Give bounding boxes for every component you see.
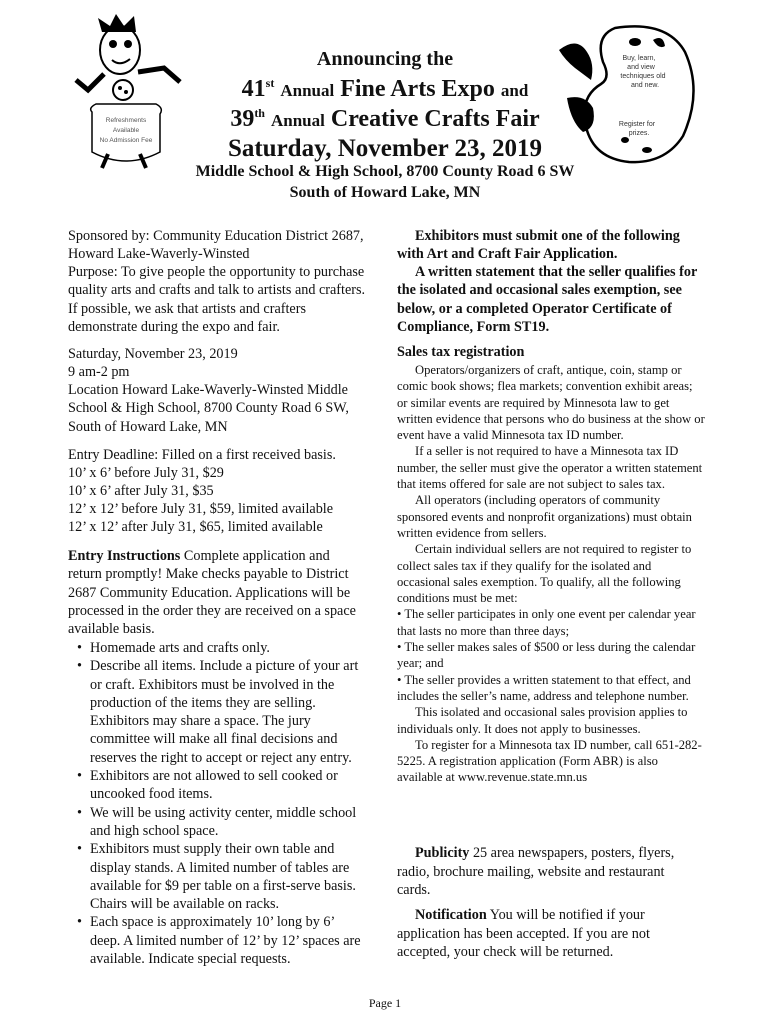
tax-paragraph: Certain individual sellers are not required to register to collect sales tax if they qualify for the isolated and occasional sales exemption. To qualify, all the following conditions must be met: (397, 542, 692, 606)
svg-text:techniques old: techniques old (620, 73, 666, 80)
sponsor-text: Sponsored by: Community Education District 2687, Howard Lake-Waverly-Winsted (68, 228, 364, 263)
event-time: 9 am-2 pm (68, 364, 130, 380)
list-item: • Each space is approximately 10’ long by 6’ deep. A limited number of 12’ by 12’ spaces are available. Indicate special requests. (68, 913, 366, 968)
entry-instructions: Entry Instructions Complete application and return promptly! Make checks payable to District 2687 Community Education. Applications will be processed in the order they are received on a space available basis. (68, 548, 356, 638)
fee-item: 10’ x 6’ before July 31, $29 (68, 465, 224, 481)
heading-location-city: South of Howard Lake, MN (289, 184, 481, 201)
tax-paragraph: Operators/organizers of craft, antique, coin, stamp or comic book shows; flea markets; convention exhibit areas; or similar events are required by Minnesota law to get written evidence that persons who do business at the show or event have a valid Minnesota tax ID number. (397, 363, 705, 443)
heading-date: Saturday, November 23, 2019 (227, 135, 543, 162)
event-location: Location Howard Lake-Waverly-Winsted Middle School & High School, 8700 County Road 6 SW, South of Howard Lake, MN (68, 382, 349, 435)
fee-item: 10’ x 6’ after July 31, $35 (68, 483, 214, 499)
list-item: • Homemade arts and crafts only. (68, 639, 366, 657)
list-item: • We will be using activity center, middle school and high school space. (68, 804, 366, 841)
list-item: • Exhibitors must supply their own table and display stands. A limited number of tables are available for $9 per table on a first-serve basis. Chairs will be available on racks. (68, 840, 366, 913)
event-date: Saturday, November 23, 2019 (68, 346, 238, 362)
svg-text:No Admission Fee: No Admission Fee (99, 137, 153, 144)
svg-text:and new.: and new. (630, 82, 660, 89)
list-item: • Exhibitors are not allowed to sell cooked or uncooked food items. (68, 767, 366, 804)
tax-paragraph: To register for a Minnesota tax ID number, call 651-282-5225. A registration application (Form ABR) is also available at www.revenue.state.mn.us (397, 737, 702, 785)
publicity-text: Publicity 25 area newspapers, posters, flyers, radio, brochure mailing, website and restaurant cards. (397, 845, 675, 899)
svg-text:and view: and view (627, 64, 655, 71)
tax-condition: • The seller provides a written statement to that effect, and includes the seller’s name, address and telephone number. (397, 672, 691, 703)
svg-text:Available: Available (112, 127, 140, 134)
svg-text:Buy, learn,: Buy, learn, (622, 55, 656, 62)
svg-text:Register for: Register for (618, 121, 656, 128)
purpose-text: Purpose: To give people the opportunity to purchase quality arts and crafts and talk to artists and crafters. If possible, we ask that artists and crafters demonstrate during the expo and fair. (68, 264, 366, 335)
svg-text:prizes.: prizes. (628, 130, 650, 137)
notification-text: Notification You will be notified if your application has been accepted. If you are not accepted, your check will be returned. (397, 907, 650, 961)
svg-text:Refreshments: Refreshments (105, 117, 147, 124)
sales-tax-heading: Sales tax registration (397, 344, 525, 360)
heading-location: Middle School & High School, 8700 County Road 6 SW (195, 163, 575, 180)
fee-item: 12’ x 12’ before July 31, $59, limited available (68, 501, 334, 517)
heading-fine-arts-expo: 41st Annual Fine Arts Expo and (241, 76, 529, 102)
entry-rules-list (68, 639, 366, 968)
tax-condition: • The seller makes sales of $500 or less during the calendar year; and (397, 640, 696, 671)
tax-paragraph: All operators (including operators of community sponsored events and nonprofit organizations) must obtain written evidence from sellers. (397, 493, 692, 540)
fee-item: 12’ x 12’ after July 31, $65, limited available (68, 519, 323, 535)
page-number: Page 1 (368, 996, 402, 1010)
list-item: • Describe all items. Include a picture of your art or craft. Exhibitors must be involved in the production of the items they are selling. Exhibitors may share a space. The jury committee will make all final decisions and reserves the right to accept or reject any entry. (68, 657, 366, 767)
heading-creative-crafts-fair: 39th Annual Creative Crafts Fair (230, 106, 540, 132)
tax-paragraph: This isolated and occasional sales provision applies to individuals only. It does not apply to businesses. (397, 705, 688, 736)
written-statement-requirement: A written statement that the seller qualifies for the isolated and occasional sales exemption, see below, or a completed Operator Certificate of Compliance, Form ST19. (397, 264, 697, 335)
tax-condition: • The seller participates in only one event per calendar year that lasts no more than three days; (397, 607, 696, 638)
entry-deadline: Entry Deadline: Filled on a first received basis. (68, 447, 336, 463)
exhibitor-requirement: Exhibitors must submit one of the following with Art and Craft Fair Application. (397, 228, 680, 263)
tax-paragraph: If a seller is not required to have a Minnesota tax ID number, the seller must give the operator a written statement that items offered for sale are not subject to sales tax. (397, 444, 703, 492)
heading-announcing: Announcing the (316, 48, 454, 70)
sales-tax-section (397, 362, 706, 786)
